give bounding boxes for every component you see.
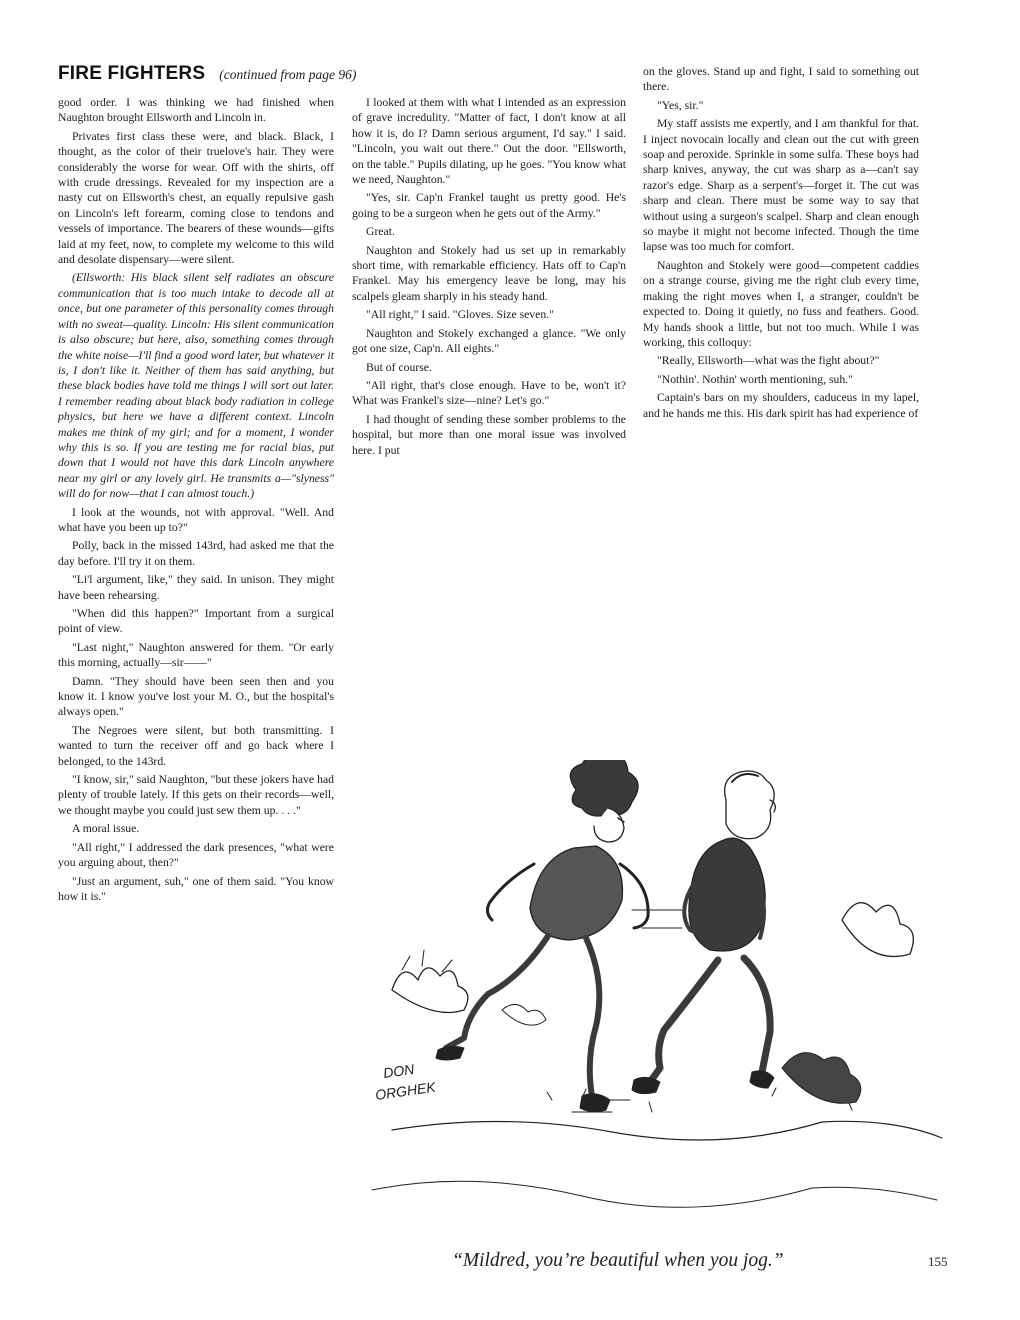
body-paragraph: Damn. "They should have been seen then and you know it. I know you've lost your M. O., but the hospital's always open." [58,674,334,719]
article-header [58,63,618,87]
artist-signature [374,1061,437,1103]
body-paragraph: "Yes, sir." [657,98,704,112]
cartoon-caption: “Mildred, you’re beautiful when you jog.” [452,1250,784,1271]
body-paragraph: (Ellsworth: His black silent self radiates an obscure communication that is too much intake to decode all at once, but one parameter of this personality comes through with no sweat—quality. Lincoln: His silent communication is also obscure; but here, also, something comes through the white noise—I'll find a good word later, but whatever it is, I don't like it. Neither of them has said anything, but these black bodies have told me things I will sort out later. I remember reading about black body radiation in college physics, but here we have a different context. Lincoln makes me think of my girl; and for a moment, I wonder why this is so. If you are testing me for racial bias, put down that I would not have this dark Lincoln anywhere near my girl or any lovely girl. He transmits a—"slyness" will do for now—that I can almost touch.) [58,271,334,501]
body-paragraph: The Negroes were silent, but both transmitting. I wanted to turn the receiver off and go back where I belonged, to the 143rd. [58,723,334,768]
body-paragraph: "All right, that's close enough. Have to be, won't it? What was Frankel's size—nine? Let's go." [352,378,626,408]
body-paragraph: Privates first class these were, and black. Black, I thought, as the color of their truelove's hair. They were considerably the worse for wear. Off with the shirts, off with crude dressings. Revealed for my inspection are a nasty cut on Ellsworth's chest, an equally repulsive gash on Lincoln's left forearm, coming close to tendons and vessels of importance. The bearers of these wounds—gifts laid at my feet, now, to complete my welcome to this wild and desolate dispensary—were silent. [58,129,334,267]
body-paragraph: Naughton and Stokely exchanged a glance. "We only got one size, Cap'n. All eights." [352,326,626,356]
continued-note: (continued from page 96) [219,67,357,82]
body-paragraph: on the gloves. Stand up and fight, I said to something out there. [643,65,919,94]
body-paragraph: Naughton and Stokely were good—competent caddies on a strange course, giving me the right club every time, making the right moves when I, a stranger, couldn't be expected to. Doing it quietly, no fuss and feathers. Good. My hands shook a little, but not too much. While I was working, this colloquy: [643,258,919,349]
text-column-1 [58,95,334,907]
body-paragraph: "All right," I said. "Gloves. Size seven." [366,308,554,322]
body-paragraph: good order. I was thinking we had finished when Naughton brought Ellsworth and Lincoln in. [58,96,334,125]
body-paragraph: "Li'l argument, like," they said. In unison. They might have been rehearsing. [58,573,334,602]
text-column-3 [643,64,919,424]
body-paragraph: Naughton and Stokely had us set up in remarkably short time, with remarkable efficiency. Hats off to Cap'n Frankel. May his emergency leave be long, may his scalpels gleam sharply in his steady hand. [352,243,626,303]
body-paragraph: "When did this happen?" Important from a surgical point of view. [58,607,334,636]
svg-text:DON: DON [382,1060,416,1081]
page-number: 155 [928,1254,948,1269]
body-paragraph: I looked at them with what I intended as an expression of grave incredulity. "Matter of fact, I don't know at all how it is, do I? Damn serious argument, I'd say." I said. "Lincoln, you wait out there." Out the door. "Ellsworth, on the table." Pupils dilating, up he goes. "You know what we need, Naughton." [352,96,626,187]
body-paragraph: I look at the wounds, not with approval. "Well. And what have you been up to?" [58,505,334,534]
svg-text:ORGHEK: ORGHEK [374,1078,437,1103]
body-paragraph: Polly, back in the missed 143rd, had asked me that the day before. I'll try it on them. [58,539,334,568]
body-paragraph: "Just an argument, suh," one of them said. "You know how it is." [58,874,334,903]
body-paragraph: "All right," I addressed the dark presences, "what were you arguing about, then?" [58,840,334,870]
body-paragraph: Great. [366,225,395,239]
body-paragraph: "Nothin'. Nothin' worth mentioning, suh." [657,372,853,386]
body-paragraph: Captain's bars on my shoulders, caduceus in my lapel, and he hands me this. His dark spirit has had experience of [643,391,919,420]
body-paragraph: I had thought of sending these somber problems to the hospital, but more than one moral issue was involved here. I put [352,412,626,457]
body-paragraph: My staff assists me expertly, and I am thankful for that. I inject novocain locally and clean out the cut with green soap and peroxide. Sprinkle in some sulfa. These boys had sharp knives, anyway, the cut was sharp as a—can't say razor's edge. Sharp as a serpent's—forget it. The cut was sharp and clean. There must be some way to say that without using a surgeon's scalpel. Sharp and clean enough so maybe it might not become infected. Though the time lapse was too much for comfort. [643,117,919,254]
article-title: FIRE FIGHTERS [58,63,206,84]
body-paragraph: But of course. [366,360,432,374]
body-paragraph: A moral issue. [72,822,140,836]
body-paragraph: "Really, Ellsworth—what was the fight about?" [657,354,880,368]
body-paragraph: "Yes, sir. Cap'n Frankel taught us pretty good. He's going to be a surgeon when he gets out of the Army." [352,191,626,220]
cartoon-illustration [352,760,947,1242]
text-column-2 [352,95,626,461]
body-paragraph: "Last night," Naughton answered for them. "Or early this morning, actually—sir——" [58,640,334,670]
body-paragraph: "I know, sir," said Naughton, "but these jokers have had plenty of trouble lately. If this gets on their records—well, we thought maybe you could just sew them up. . . ." [58,773,334,817]
